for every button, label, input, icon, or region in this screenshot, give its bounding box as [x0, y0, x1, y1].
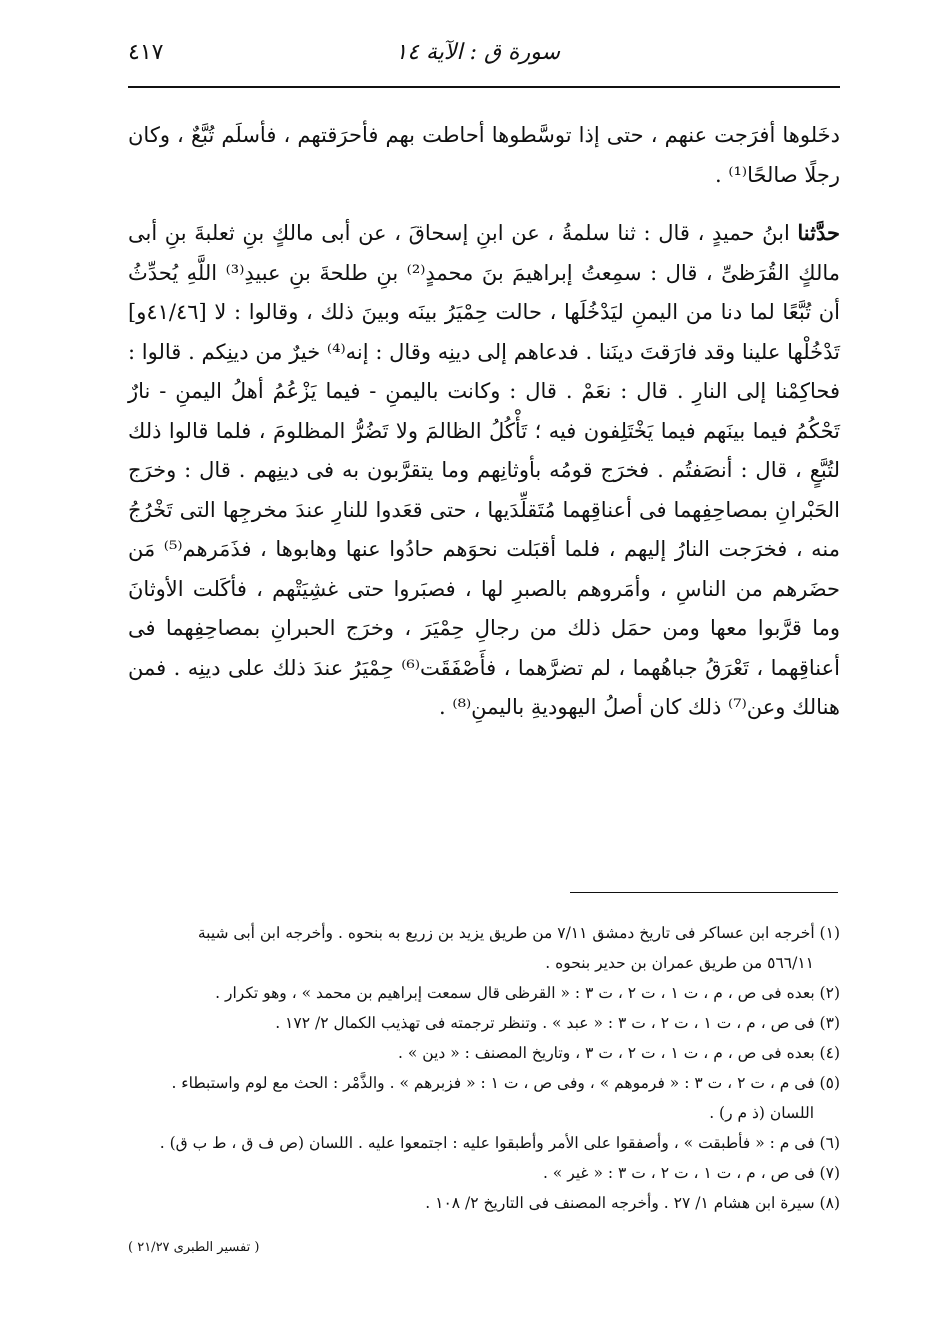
footnote-8: (٨) سيرة ابن هشام ١/ ٢٧ . وأخرجه المصنف فى التاريخ ٢/ ١٠٨ . [425, 1194, 840, 1212]
footnote-rule [570, 892, 838, 893]
paragraph-2 [128, 213, 840, 728]
footnotes [128, 918, 840, 1218]
paragraph-1: دخَلوها أفرَجت عنهم ، حتى إذا توسَّطوها أحاطت بهم فأحرَقتهم ، فأسلَم تُبَّعٌ ، وكان رجلًا صالحًا⁽¹⁾ . [128, 123, 840, 187]
paragraph-2-lead: حدَّثنا [797, 220, 840, 245]
main-text [128, 116, 840, 728]
footnote-3: (٣) فى ص ، م ، ت ١ ، ت ٢ ، ت ٣ : « عبد » . وتنظر ترجمته فى تهذيب الكمال ٢/ ١٧٢ . [275, 1014, 840, 1032]
footnote-7: (٧) فى ص ، م ، ت ١ ، ت ٢ ، ت ٣ : « غير » . [542, 1164, 840, 1182]
paragraph-2-text: ابنُ حميدٍ ، قال : ثنا سلمةُ ، عن ابنِ إسحاقَ ، عن أبى مالكٍ بنِ ثعلبةَ بنِ أبى مالكٍ القُرَظىِّ ، قال : سمِعتُ إبراهيمَ بنَ محمدٍ⁽²⁾ بنِ طلحةَ بنِ عبيدِ⁽³⁾ اللَّهِ يُحدِّثُ أن تُبَّعًا لما دنا من اليمنِ ليَدْخُلَها ، حالت حِمْيَرُ بينَه وبينَ ذلك ، وقالوا : لا [٤١/٤٦و] تَدْخُلْها علينا وقد فارَقتَ دينَنا . فدعاهم إلى دينِه وقال : إنه⁽⁴⁾ خيرٌ من دينِكم . قالوا : فحاكِمْنا إلى النارِ . قال : نعَمْ . قال : وكانت باليمنِ - فيما يَزْعُمُ أهلُ اليمنِ - نارٌ تَحْكُمُ فيما بينَهم فيما يَخْتَلِفون فيه ؛ تَأْكُلُ الظالمَ ولا تَضُرُّ المظلومَ ، فلما قالوا ذلك لتُبَّعٍ ، قال : أنصَفتُم . فخرَج قومُه بأوثانِهم وما يتقرَّبون به فى دينِهم . قال : وخرَج الحَبْرانِ بمصاحِفِهما فى أعناقِهما مُتَقلِّدَيها ، حتى قعَدوا للنارِ عندَ مخرجِها التى تَخْرُجُ منه ، فخرَجت النارُ إليهم ، فلما أقبَلت نحوَهم حادُوا عنها وهابوها ، فذَمَرهم⁽⁵⁾ مَن حضَرهم من الناسِ ، وأمَروهم بالصبرِ لها ، فصبَروا حتى غشِيَتْهم ، فأكَلت الأوثانَ وما قرَّبوا معها ومن حمَل ذلك من رجالِ حِمْيَرَ ، وخرَج الحبرانِ بمصاحِفِهما فى أعناقِهما ، تَعْرَقُ جباهُهما ، لم تضرَّهما ، فأَصْفَقَت⁽⁶⁾ حِمْيَرُ عندَ ذلك على دينِه . فمن هنالك وعن⁽⁷⁾ ذلك كان أصلُ اليهوديةِ باليمنِ⁽⁸⁾ . [128, 221, 841, 719]
footnote-1: (١) أخرجه ابن عساكر فى تاريخ دمشق ٧/١١ من طريق يزيد بن زريع به بنحوه . وأخرجه ابن أبى شيبة [197, 924, 840, 942]
page-number: ٤١٧ [128, 40, 164, 65]
surah-title: سورة ق : الآية ١٤ [395, 40, 560, 65]
page-header [128, 34, 840, 84]
header-rule [128, 86, 840, 88]
footnote-4: (٤) بعده فى ص ، م ، ت ١ ، ت ٢ ، ت ٣ ، وتاريخ المصنف : « دين » . [398, 1044, 840, 1062]
footnote-5-cont: اللسان (ذ م ر) . [709, 1104, 814, 1122]
volume-signature: ( تفسير الطبرى ٢١/٢٧ ) [128, 1240, 260, 1255]
footnote-5: (٥) فى م ، ت ٢ ، ت ٣ : « فرموهم » ، وفى ص ، ت ١ : « فزبرهم » . والذَّمْر : الحث مع لوم واستبطاء . [171, 1074, 840, 1092]
footnote-6: (٦) فى م : « فأطبقت » ، وأصفقوا على الأمر وأطبقوا عليه : اجتمعوا عليه . اللسان (ص ف ق ، ط ب ق) . [159, 1134, 840, 1152]
footnote-2: (٢) بعده فى ص ، م ، ت ١ ، ت ٢ ، ت ٣ : « القرظى قال سمعت إبراهيم بن محمد » ، وهو تكرار . [215, 984, 840, 1002]
footnote-1-cont: ٥٦٦/١١ من طريق عمران بن حدير بنحوه . [545, 954, 814, 972]
